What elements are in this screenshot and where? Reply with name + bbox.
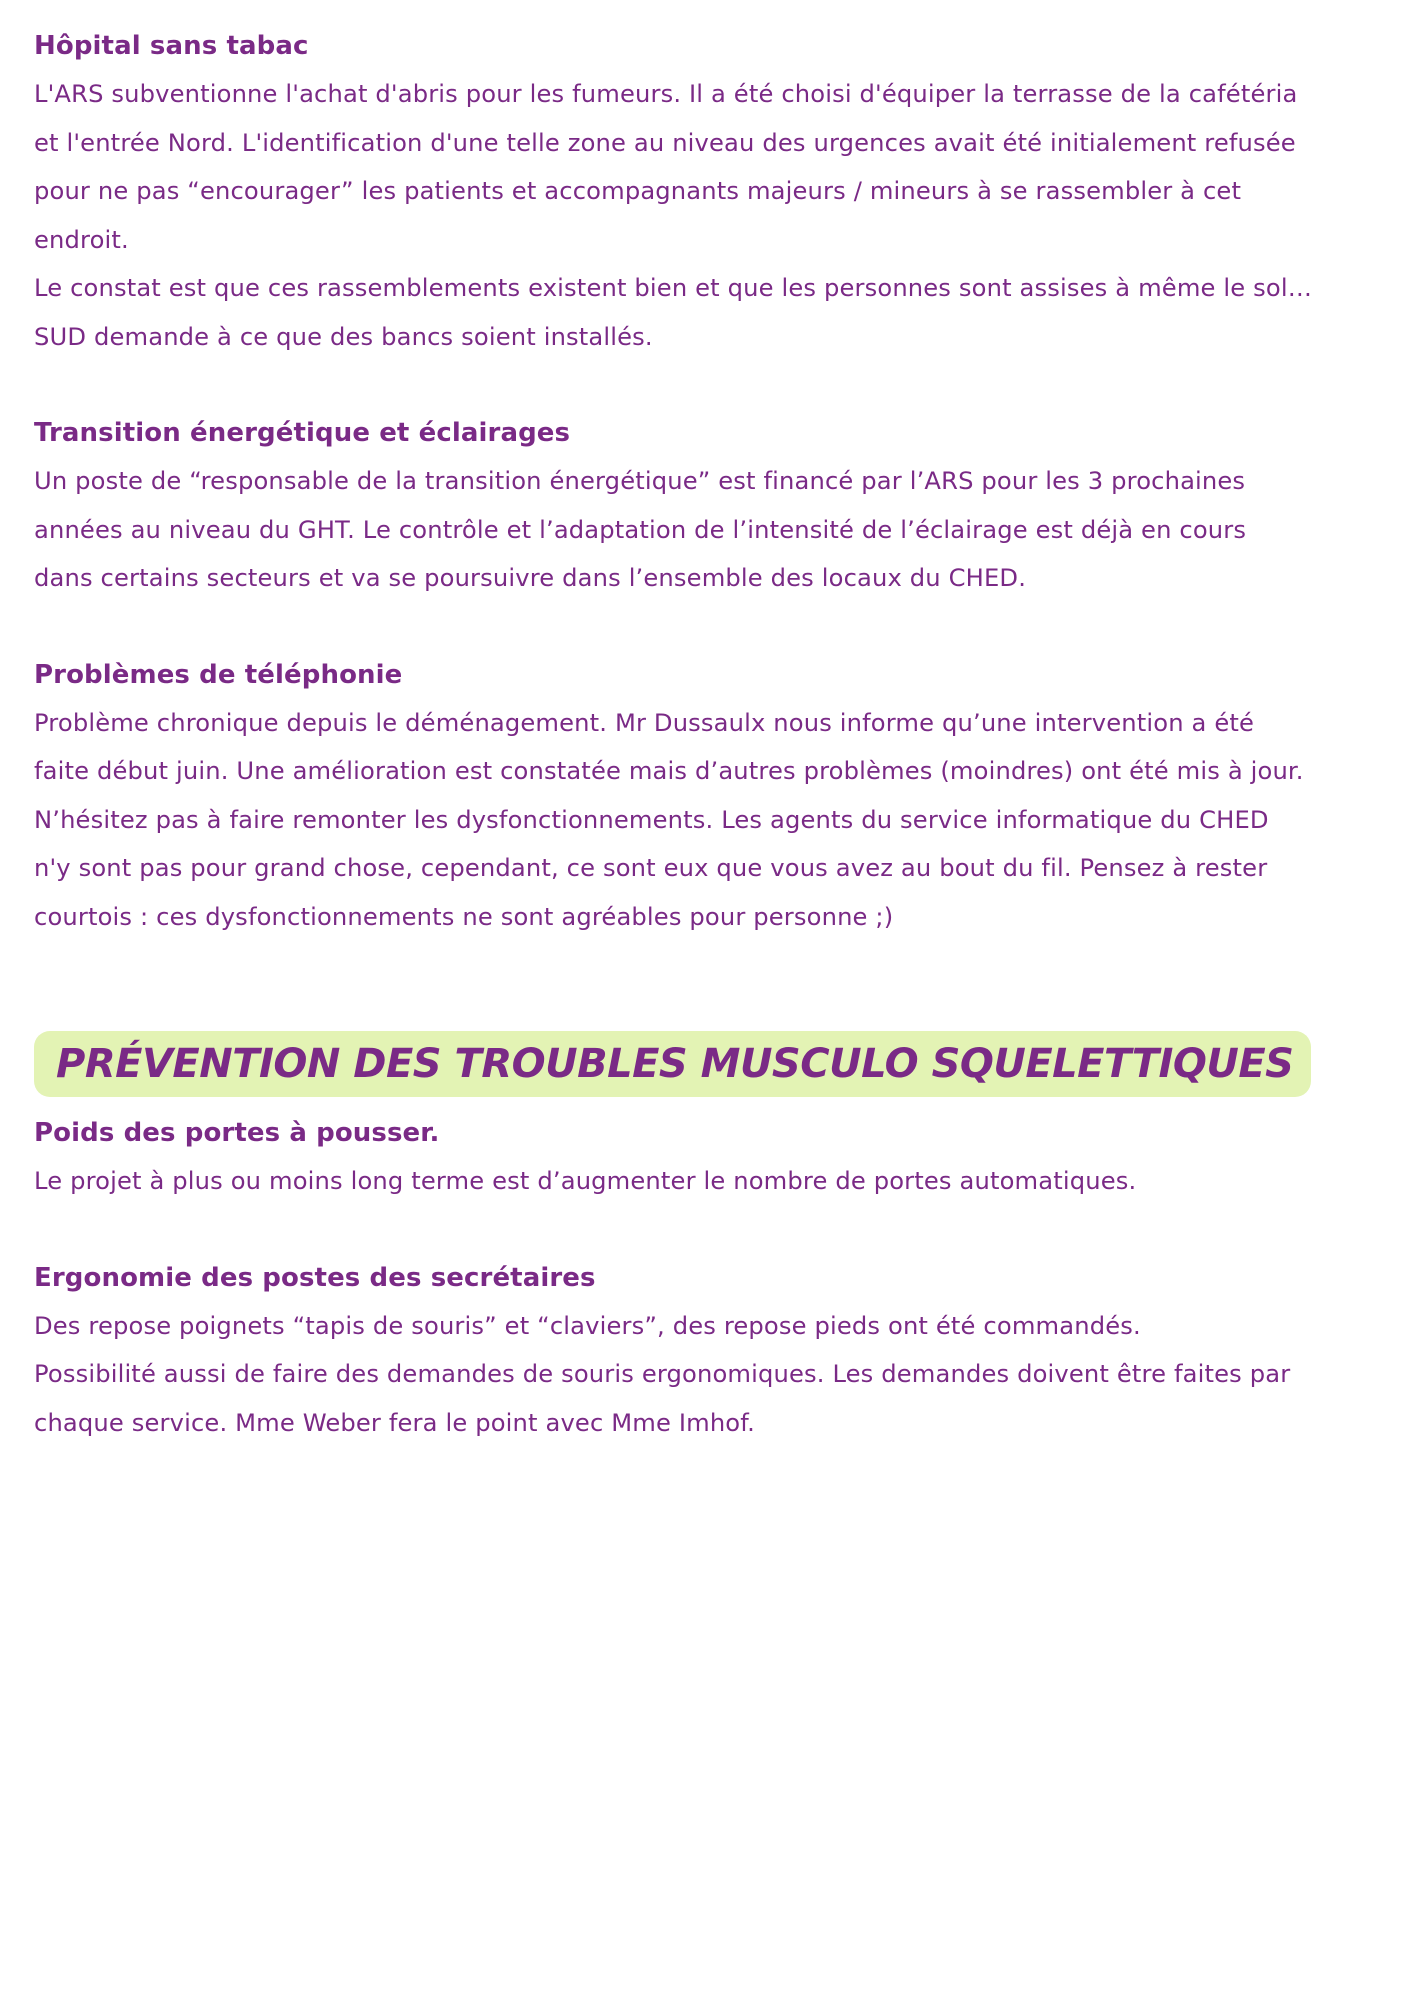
section-banner bbox=[34, 1031, 1311, 1097]
paragraph-line: années au niveau du GHT. Le contrôle et l’adaptation de l’intensité de l’éclairage est déjà en cours bbox=[34, 515, 1247, 544]
paragraph-line: dans certains secteurs et va se poursuivre dans l’ensemble des locaux du CHED. bbox=[34, 564, 1027, 592]
spacer bbox=[34, 603, 1380, 651]
paragraph-line: Des repose poignets “tapis de souris” et “claviers”, des repose pieds ont été commandés. bbox=[34, 1311, 1141, 1340]
paragraph-line: faite début juin. Une amélioration est constatée mais d’autres problèmes (moindres) ont été mis à jour. bbox=[34, 757, 1304, 785]
spacer bbox=[34, 1206, 1380, 1254]
paragraph-line: Un poste de “responsable de la transition énergétique” est financé par l’ARS pour les 3 prochaines bbox=[34, 467, 1246, 495]
paragraph-line: L'ARS subventionne l'achat d'abris pour les fumeurs. Il a été choisi d'équiper la terrasse de la cafétéria bbox=[34, 80, 1298, 108]
paragraph-line: Le constat est que ces rassemblements existent bien et que les personnes sont assises à même le sol… bbox=[34, 274, 1313, 302]
section-heading: Poids des portes à pousser. bbox=[34, 1118, 440, 1148]
section-heading: Ergonomie des postes des secrétaires bbox=[34, 1262, 596, 1293]
paragraph-line: N’hésitez pas à faire remonter les dysfonctionnements. Les agents du service informatique du CHED bbox=[34, 805, 1269, 834]
section-heading: Hôpital sans tabac bbox=[34, 31, 309, 61]
paragraph-line: endroit. bbox=[34, 225, 129, 254]
paragraph-line: Le projet à plus ou moins long terme est d’augmenter le nombre de portes automatiques. bbox=[34, 1167, 1137, 1195]
banner-title: PRÉVENTION DES TROUBLES MUSCULO SQUELETTIQUES bbox=[56, 1041, 1294, 1087]
section-poids-portes bbox=[34, 1109, 1380, 1206]
paragraph-line: SUD demande à ce que des bancs soient installés. bbox=[34, 322, 653, 351]
section-problemes-telephonie bbox=[34, 651, 1380, 942]
paragraph-line: pour ne pas “encourager” les patients et accompagnants majeurs / mineurs à se rassembler à cet bbox=[34, 177, 1242, 205]
section-transition-energetique bbox=[34, 409, 1380, 603]
section-ergonomie-postes bbox=[34, 1254, 1380, 1448]
paragraph-line: Possibilité aussi de faire des demandes de souris ergonomiques. Les demandes doivent être faites par bbox=[34, 1360, 1291, 1388]
section-hopital-sans-tabac bbox=[34, 22, 1380, 361]
paragraph-line: Problème chronique depuis le déménagement. Mr Dussaulx nous informe qu’une intervention a été bbox=[34, 708, 1255, 737]
paragraph-line: n'y sont pas pour grand chose, cependant, ce sont eux que vous avez au bout du fil. Pensez à rester bbox=[34, 854, 1268, 882]
paragraph-line: courtois : ces dysfonctionnements ne sont agréables pour personne ;) bbox=[34, 902, 894, 931]
section-heading: Problèmes de téléphonie bbox=[34, 659, 403, 690]
paragraph-line: et l'entrée Nord. L'identification d'une telle zone au niveau des urgences avait été initialement refusée bbox=[34, 128, 1296, 157]
spacer bbox=[34, 361, 1380, 409]
spacer bbox=[34, 941, 1380, 1031]
section-heading: Transition énergétique et éclairages bbox=[34, 418, 571, 448]
paragraph-line: chaque service. Mme Weber fera le point avec Mme Imhof. bbox=[34, 1408, 755, 1437]
document-page bbox=[34, 22, 1380, 1447]
